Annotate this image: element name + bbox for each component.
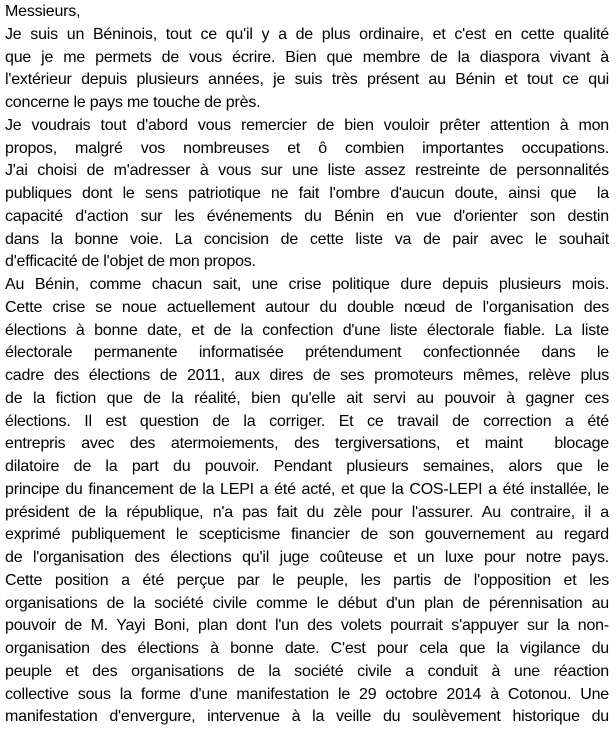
text-line: exprimé publiquement le scepticisme financier de son gouvernement au regard [5, 526, 609, 544]
text-line: Je voudrais tout d'abord vous remercier de bien vouloir prêter attention à mon [5, 116, 609, 134]
text-line: J'ai choisi de m'adresser à vous sur une liste assez restreinte de personnalités [5, 162, 609, 180]
text-line: manifestation d'envergure, intervenue à la veille du soulèvement historique du [5, 708, 609, 726]
text-line: Messieurs, [5, 3, 81, 20]
text-line: l'extérieur depuis plusieurs années, je suis très présent au Bénin et tout ce qui [5, 71, 609, 89]
text-line: organisation des élections à bonne date. C'est pour cela que la vigilance du [5, 640, 609, 657]
text-line: dans la bonne voie. La concision de cette liste va de pair avec le souhait [5, 230, 609, 248]
text-line: principe du financement de la LEPI a été acté, et que la COS-LEPI a été installée, le [5, 480, 609, 498]
text-line: de la fiction que de la réalité, bien qu'elle ait servi au pouvoir à gagner ces [5, 389, 609, 407]
text-line: élections à bonne date, et de la confection d'une liste électorale fiable. La liste [5, 321, 609, 339]
text-line: président de la république, n'a pas fait du zèle pour l'assurer. Au contraire, il a [5, 503, 609, 521]
text-line: entrepris avec des atermoiements, des tergiversations, et maint blocage [5, 435, 609, 453]
text-line: de l'organisation des élections qu'il juge coûteuse et un luxe pour notre pays. [5, 549, 609, 566]
text-line: organisations de la société civile comme le début d'un plan de pérennisation au [5, 594, 609, 612]
text-line: propos, malgré vos nombreuses et ô combien importantes occupations. [5, 139, 609, 157]
text-line: dilatoire de la part du pouvoir. Pendant plusieurs semaines, alors que le [5, 458, 609, 475]
text-line: Au Bénin, comme chacun sait, une crise politique dure depuis plusieurs mois. [5, 276, 609, 293]
text-line: Cette crise se noue actuellement autour du double nœud de l'organisation des [5, 298, 609, 316]
text-line: que je me permets de vous écrire. Bien que membre de la diaspora vivant à [5, 48, 609, 66]
text-line: élections. Il est question de la corriger. Et ce travail de correction a été [5, 412, 609, 430]
text-line: pouvoir de M. Yayi Boni, plan dont l'un des volets pourrait s'appuyer sur la non- [5, 617, 609, 635]
text-line: collective sous la forme d'une manifestation le 29 octobre 2014 à Cotonou. Une [5, 685, 609, 703]
text-line: capacité d'action sur les événements du Bénin en vue d'orienter son destin [5, 207, 609, 225]
text-line: publiques dont le sens patriotique ne fait l'ombre d'aucun doute, ainsi que la [5, 185, 609, 202]
text-line: électorale permanente informatisée prétendument confectionnée dans le [5, 344, 609, 362]
text-line: d'efficacité de l'objet de mon propos. [5, 253, 256, 271]
text-line: cadre des élections de 2011, aux dires de ses promoteurs mêmes, relève plus [5, 367, 609, 384]
text-line: peuple et des organisations de la société civile a conduit à une réaction [5, 662, 609, 680]
text-line: concerne le pays me touche de près. [5, 94, 261, 111]
text-line: Je suis un Béninois, tout ce qu'il y a de plus ordinaire, et c'est en cette qualité [5, 25, 609, 43]
text-line: Cette position a été perçue par le peuple, les partis de l'opposition et les [5, 571, 609, 589]
